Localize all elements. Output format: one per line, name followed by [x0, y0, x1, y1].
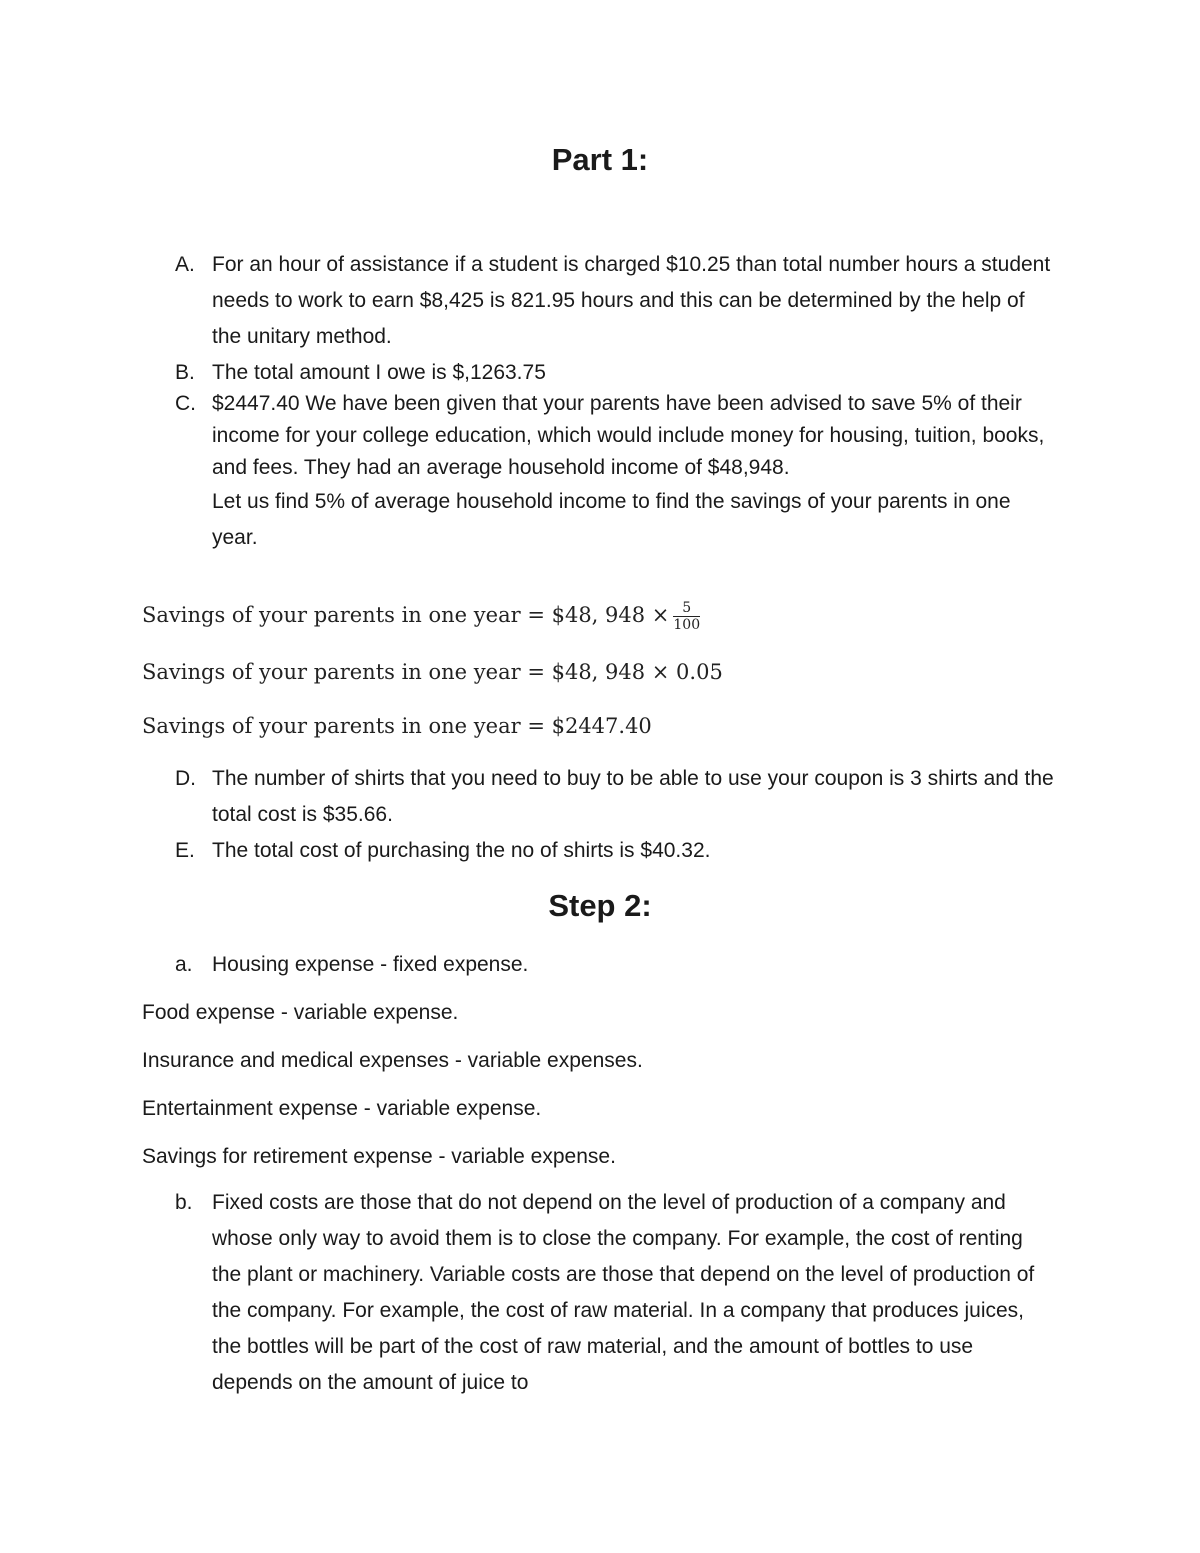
- formula-line-2: Savings of your parents in one year = $48, 948 × 0.05: [142, 660, 723, 684]
- fraction-numerator: 5: [673, 601, 700, 617]
- formula-rhs: $2447.40: [551, 714, 652, 738]
- formula-lhs: Savings of your parents in one year: [142, 603, 521, 627]
- list-item-text-continued: Let us find 5% of average household income to find the savings of your parents in one year.: [212, 490, 1011, 549]
- list-marker: E.: [175, 839, 195, 862]
- list-item-text: $2447.40 We have been given that your parents have been advised to save 5% of their income for your college education, which would include money for housing, tuition, books, and fees. They had an average household income of $48,948.: [212, 392, 1045, 479]
- list-item-body: [212, 388, 1055, 556]
- list-item-b-lower: [175, 1185, 1055, 1401]
- expense-line: Insurance and medical expenses - variable expenses.: [142, 1049, 643, 1072]
- fraction: [673, 601, 700, 632]
- list-marker: C.: [175, 392, 196, 415]
- step2-heading: Step 2:: [548, 888, 652, 923]
- list-item-text: Fixed costs are those that do not depend on the level of production of a company and whose only way to avoid them is to close the company. For example, the cost of renting the plant or machinery. Variable costs are those that depend on the level of production of the company. For example, the cost of raw material. In a company that produces juices, the bottles will be part of the cost of raw material, and the amount of bottles to use depends on the amount of juice to: [212, 1191, 1035, 1394]
- expense-line: Food expense - variable expense.: [142, 1001, 459, 1024]
- expense-line: Entertainment expense - variable expense.: [142, 1097, 542, 1120]
- part1-heading: Part 1:: [551, 142, 649, 177]
- list-item-text: The total amount I owe is $,1263.75: [212, 361, 546, 384]
- list-item-text: For an hour of assistance if a student is charged $10.25 than total number hours a student needs to work to earn $8,425 is 821.95 hours and this can be determined by the help of the unitary method.: [212, 253, 1051, 348]
- list-item-text: The number of shirts that you need to buy to be able to use your coupon is 3 shirts and the total cost is $35.66.: [212, 767, 1054, 826]
- list-marker: A.: [175, 253, 195, 276]
- formula-lhs: Savings of your parents in one year: [142, 660, 521, 684]
- formula-lhs: Savings of your parents in one year: [142, 714, 521, 738]
- formula-line-1: Savings of your parents in one year = $48, 948 × $\frac{5}{100}$: [142, 600, 701, 633]
- list-item-text: The total cost of purchasing the no of shirts is $40.32.: [212, 839, 711, 862]
- list-item-b: [175, 355, 1055, 391]
- list-item-a: [175, 247, 1055, 355]
- formula-rhs: $48, 948 ×: [551, 603, 670, 627]
- list-item-e: [175, 833, 1055, 869]
- formula-rhs: $48, 948 × 0.05: [551, 660, 723, 684]
- list-item-c: [175, 388, 1055, 556]
- list-marker: D.: [175, 767, 196, 790]
- expense-line: Savings for retirement expense - variable expense.: [142, 1145, 616, 1168]
- list-item-a-lower: [175, 947, 1055, 983]
- list-item-d: [175, 761, 1055, 833]
- list-marker: a.: [175, 953, 193, 976]
- list-marker: B.: [175, 361, 195, 384]
- formula-line-3: Savings of your parents in one year = $2447.40: [142, 714, 652, 738]
- list-item-text: Housing expense - fixed expense.: [212, 953, 529, 976]
- fraction-denominator: 100: [673, 617, 701, 633]
- list-marker: b.: [175, 1191, 193, 1214]
